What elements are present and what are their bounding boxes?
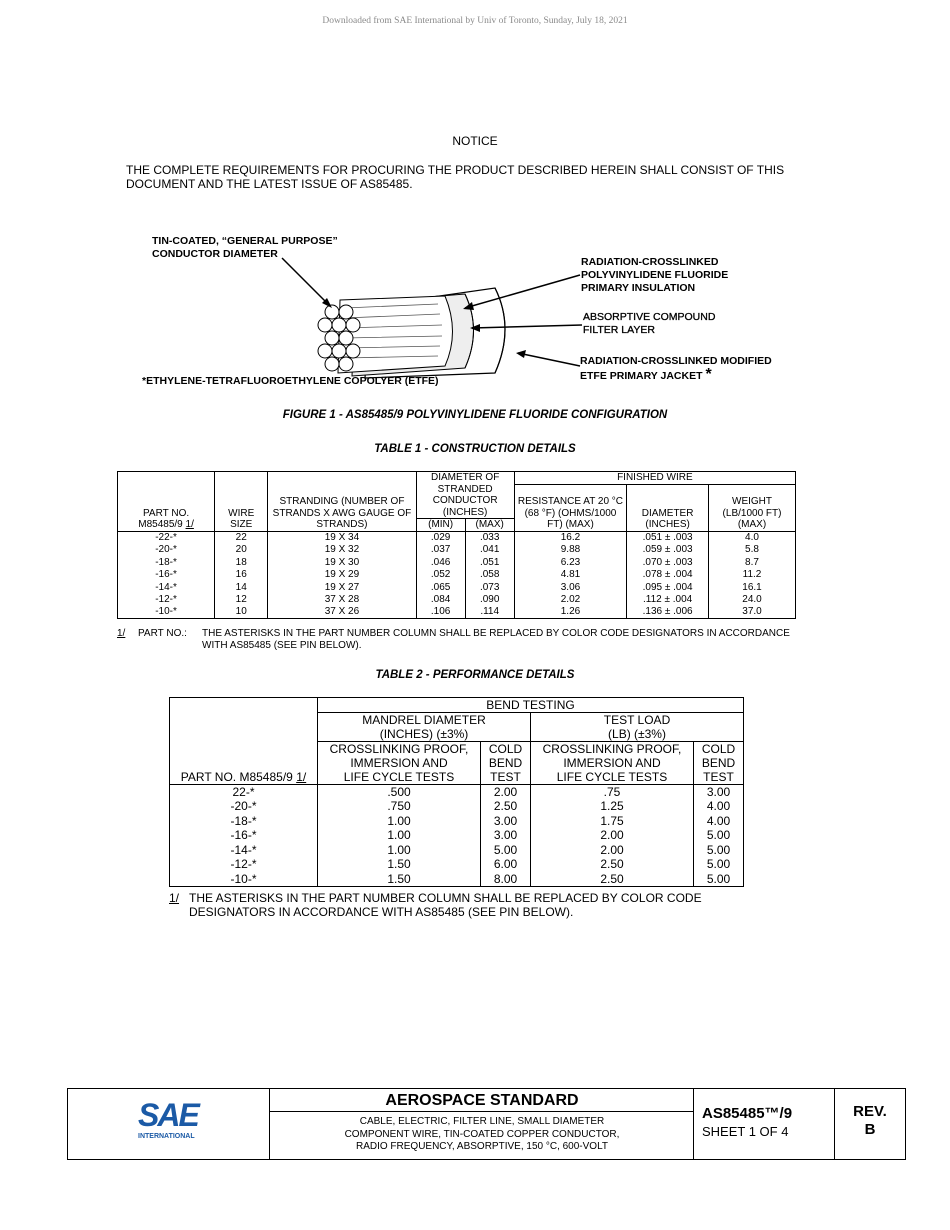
table1-note: 1/ PART NO.: THE ASTERISKS IN THE PART NUMBER COLUMN SHALL BE REPLACED BY COLOR CODE DESIGNATORS IN ACCORDANCE WITH AS85485 (SEE PIN BELOW). [117,628,790,651]
watermark: Downloaded from SAE International by Univ of Toronto, Sunday, July 18, 2021 [322,16,628,26]
label-conductor-2: CONDUCTOR DIAMETER [152,248,278,260]
rev-label: REV. [853,1103,887,1120]
table-row: -10-* 10 37 X 26 .106 .114 1.26 .136 ± .006 37.0 [118,606,796,619]
th-load-cold: COLD BEND TEST [694,742,744,785]
th-mandrel: MANDREL DIAMETER (INCHES) (±3%) [318,713,531,742]
table-row: -20-* 20 19 X 32 .037 .041 9.88 .059 ± .003 5.8 [118,544,796,557]
sae-logo-sub: INTERNATIONAL [138,1133,195,1140]
table-row: -14-* 14 19 X 27 .065 .073 3.06 .095 ± .004 16.1 [118,581,796,594]
doc-number: AS85485™/9 [702,1105,793,1122]
label-filter-1: ABSORPTIVE COMPOUND [583,311,716,323]
th-min: (MIN) [416,519,465,532]
title-block [67,1088,906,1160]
th-mandrel-crosslink: CROSSLINKING PROOF, IMMERSION AND LIFE CYCLE TESTS [318,742,481,785]
th-part-no: PART NO. M85485/9 1/ [118,472,215,532]
table-row: -16-* 1.00 3.00 2.00 5.00 [170,828,744,843]
wire-figure [120,228,820,393]
table-row: -22-* 22 19 X 34 .029 .033 16.2 .051 ± .003 4.0 [118,531,796,544]
th-stranding: STRANDING (NUMBER OF STRANDS X AWG GAUGE OF STRANDS) [268,472,416,532]
table-row: -18-* 1.00 3.00 1.75 4.00 [170,814,744,829]
performance-table [169,697,744,887]
th-weight: WEIGHT (LB/1000 FT) (MAX) [709,484,796,531]
rev-value: B [864,1121,876,1138]
table-row: -14-* 1.00 5.00 2.00 5.00 [170,843,744,858]
revision-cell [835,1089,905,1159]
figure-caption: FIGURE 1 - AS85485/9 POLYVINYLIDENE FLUORIDE CONFIGURATION [282,409,668,421]
sae-logo-icon: SAE [138,1097,198,1133]
label-insulation-3: PRIMARY INSULATION [581,282,696,294]
title-block-description [270,1089,694,1159]
label-conductor-1: TIN-COATED, “GENERAL PURPOSE” [152,235,338,247]
th-load-crosslink: CROSSLINKING PROOF, IMMERSION AND LIFE CYCLE TESTS [531,742,694,785]
table-row: -10-* 1.50 8.00 2.50 5.00 [170,872,744,887]
table-row: -12-* 1.50 6.00 2.50 5.00 [170,857,744,872]
th-test-load: TEST LOAD (LB) (±3%) [531,713,744,742]
table2-note: 1/ THE ASTERISKS IN THE PART NUMBER COLUMN SHALL BE REPLACED BY COLOR CODE DESIGNATORS IN ACCORDANCE WITH AS85485 (SEE PIN BELOW). [169,891,702,919]
label-insulation-2: POLYVINYLIDENE FLUORIDE [581,269,729,281]
label-jacket-2: ETFE PRIMARY JACKET * [580,366,712,383]
sheet-number: SHEET 1 OF 4 [702,1124,789,1139]
notice-title: NOTICE [452,134,498,148]
th-max: (MAX) [465,519,514,532]
label-jacket-1: RADIATION-CROSSLINKED MODIFIED [580,355,772,367]
th-resistance: RESISTANCE AT 20 °C (68 °F) (OHMS/1000 FT) (MAX) [514,484,626,531]
construction-table [117,471,796,619]
doc-number-cell [694,1089,835,1159]
table-row: -12-* 12 37 X 28 .084 .090 2.02 .112 ± .004 24.0 [118,594,796,607]
label-filter-2: FILTER LAYER [583,324,655,336]
th-diameter: DIAMETER (INCHES) [627,484,709,531]
standard-subtitle: CABLE, ELECTRIC, FILTER LINE, SMALL DIAMETER COMPONENT WIRE, TIN-COATED COPPER CONDUCTOR, RADIO FREQUENCY, ABSORPTIVE, 150 °C, 600-VOLT [344,1116,620,1152]
th-finished-group: FINISHED WIRE [514,472,795,485]
notice-body: THE COMPLETE REQUIREMENTS FOR PROCURING THE PRODUCT DESCRIBED HEREIN SHALL CONSIST OF THIS DOCUMENT AND THE LATEST ISSUE OF AS85485. [126,163,785,191]
th-t2-part-no: PART NO. M85485/9 1/ [170,698,318,785]
sae-logo [68,1089,270,1159]
table2-caption: TABLE 2 - PERFORMANCE DETAILS [375,669,575,681]
table-row: -16-* 16 19 X 29 .052 .058 4.81 .078 ± .004 11.2 [118,569,796,582]
label-insulation-1: RADIATION-CROSSLINKED [581,256,719,268]
table-row: -18-* 18 19 X 30 .046 .051 6.23 .070 ± .003 8.7 [118,556,796,569]
th-mandrel-cold: COLD BEND TEST [481,742,531,785]
table-row: 22-* .500 2.00 .75 3.00 [170,785,744,800]
th-bend-testing: BEND TESTING [318,698,744,713]
table-row: -20-* .750 2.50 1.25 4.00 [170,799,744,814]
standard-title: AEROSPACE STANDARD [270,1089,694,1112]
th-diameter-group: DIAMETER OF STRANDED CONDUCTOR (INCHES) [416,472,514,519]
th-wire-size: WIRE SIZE [215,472,268,532]
table1-caption: TABLE 1 - CONSTRUCTION DETAILS [374,443,576,455]
label-etfe-note: *ETHYLENE-TETRAFLUOROETHYLENE COPOLYER (ETFE) [142,375,439,387]
